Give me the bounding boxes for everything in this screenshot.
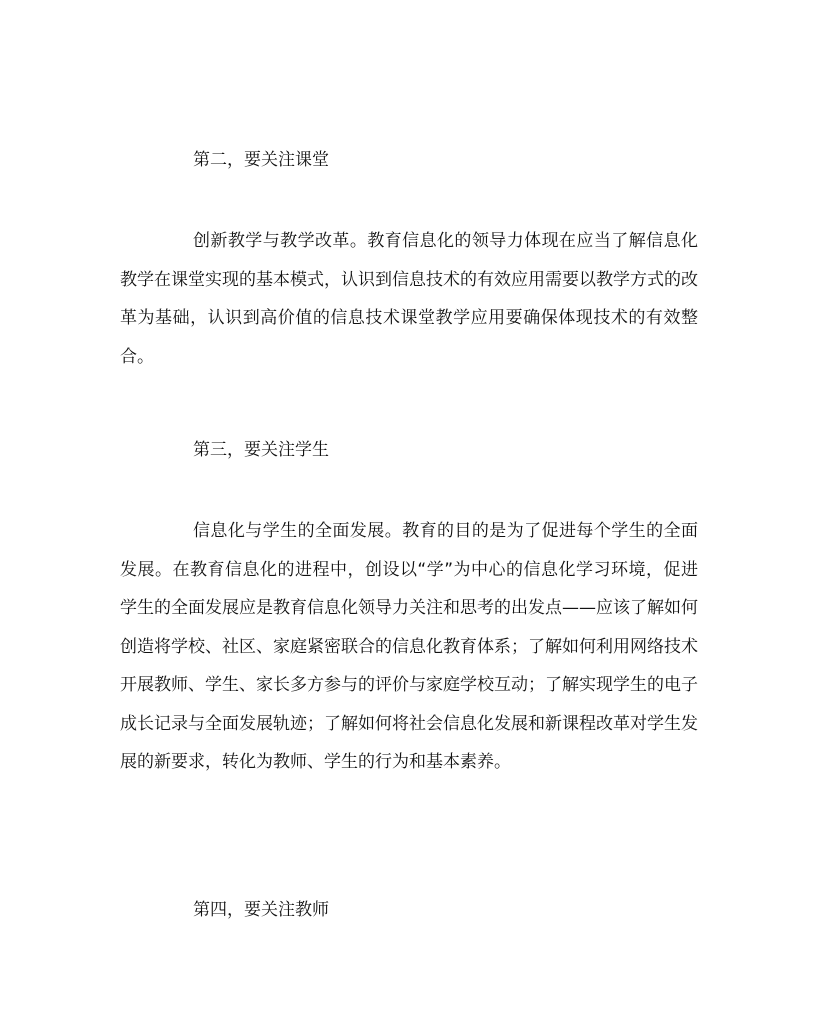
section-heading-classroom: 第二，要关注课堂 <box>193 150 329 170</box>
section-heading-students: 第三，要关注学生 <box>193 440 329 460</box>
section-paragraph-students: 信息化与学生的全面发展。教育的目的是为了促进每个学生的全面发展。在教育信息化的进程中，创设以“学”为中心的信息化学习环境，促进学生的全面发展应是教育信息化领导力关注和思考的出发点——应该了解如何创造将学校、社区、家庭紧密联合的信息化教育体系；了解如何利用网络技术开展教师、学生、家长多方参与的评价与家庭学校互动；了解实现学生的电子成长记录与全面发展轨迹；了解如何将社会信息化发展和新课程改革对学生发展的新要求，转化为教师、学生的行为和基本素养。 <box>120 521 698 772</box>
section-paragraph-classroom: 创新教学与教学改革。教育信息化的领导力体现在应当了解信息化教学在课堂实现的基本模式，认识到信息技术的有效应用需要以教学方式的改革为基础，认识到高价值的信息技术课堂教学应用要确保体现技术的有效整合。 <box>120 231 698 367</box>
section-heading-teachers: 第四，要关注教师 <box>193 900 329 920</box>
